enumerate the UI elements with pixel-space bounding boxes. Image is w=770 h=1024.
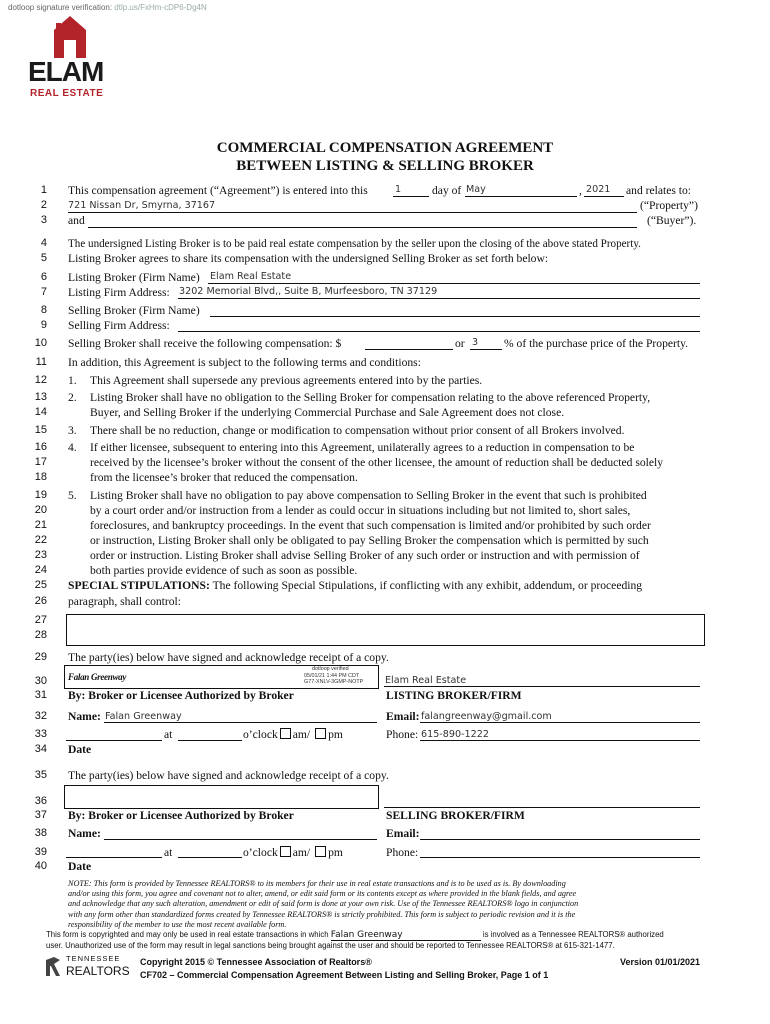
day-value[interactable]: 1: [395, 184, 402, 195]
verification-link[interactable]: dtlp.us/FxHm-cDP6-Dg4N: [114, 3, 207, 12]
selling-firm-label: Selling Broker (Firm Name): [68, 304, 200, 317]
sig1-am: am/: [292, 728, 311, 741]
sig2-by: By: Broker or Licensee Authorized by Broker: [68, 809, 294, 822]
tn-logo-top: TENNESSEE: [66, 954, 121, 963]
buyer-label: (“Buyer”).: [647, 214, 697, 227]
line-number: 1: [40, 184, 47, 196]
line-number: 39: [34, 846, 47, 858]
footer-form: CF702 – Commercial Compensation Agreement Between Listing and Selling Broker, Page 1 of 1: [140, 970, 549, 980]
realtors-r-icon: [44, 956, 62, 978]
sig2-am-checkbox[interactable]: [280, 846, 291, 857]
line-number: 30: [34, 675, 47, 687]
line-number: 35: [34, 769, 47, 781]
sig1-oclock: o’clock: [243, 728, 278, 741]
tn-realtors-logo: [44, 952, 144, 986]
line-number: 12: [34, 374, 47, 386]
note-block: [68, 879, 708, 930]
line-number: 3: [40, 214, 47, 226]
line-number: 38: [34, 827, 47, 839]
sig1-signature: Falan Greenway: [68, 672, 127, 682]
stamp-line: 05/01/21 1:44 PM CDT: [304, 672, 360, 679]
year-prefix: ,: [579, 184, 582, 197]
sig2-phone-label: Phone:: [386, 846, 419, 859]
term-text: This Agreement shall supersede any previous agreements entered into by the parties.: [90, 374, 483, 387]
term-text: Listing Broker shall have no obligation to pay above compensation to Selling Broker in the event that such is prohibited: [90, 489, 647, 502]
and-label: and: [68, 214, 85, 227]
sig1-am-checkbox[interactable]: [280, 728, 291, 739]
line-number: 20: [34, 504, 47, 516]
para-5: Listing Broker agrees to share its compensation with the undersigned Selling Broker as set forth below:: [68, 252, 549, 265]
line-number: 15: [34, 424, 47, 436]
term-text: foreclosures, and bankruptcy proceedings. In the event that such compensation is limited and/or prohibited by such order: [90, 519, 651, 532]
sig1-email-label: Email:: [386, 710, 420, 723]
term-text: by a court order and/or instruction from a lender as could occur in situations including but not limited to, short sales,: [90, 504, 631, 517]
line-number: 13: [34, 391, 47, 403]
sig2-name-label: Name:: [68, 827, 101, 840]
term-text: or instruction, Listing Broker shall only be obligated to pay Selling Broker the compensation which is permitted by such: [90, 534, 649, 547]
term-text: order or instruction. Listing Broker shall advise Selling Broker of any such order or instruction and with permission of: [90, 549, 640, 562]
sig1-time: [243, 728, 343, 742]
special-stipulations-box[interactable]: [66, 614, 705, 646]
sig1-firm-value[interactable]: Elam Real Estate: [385, 675, 467, 686]
line-number: 23: [34, 549, 47, 561]
sig1-name-value[interactable]: Falan Greenway: [105, 711, 182, 722]
sig2-oclock: o’clock: [243, 846, 278, 859]
line-number: 31: [34, 689, 47, 701]
notice-b: is involved as a Tennessee REALTORS® authorized: [482, 930, 664, 939]
relates-to-label: and relates to:: [626, 184, 692, 197]
logo-sub: REAL ESTATE: [30, 88, 104, 99]
line-number: 19: [34, 489, 47, 501]
line-number: 26: [34, 595, 47, 607]
special-text: The following Special Stipulations, if conflicting with any exhibit, addendum, or proceeding: [212, 579, 643, 592]
title-line2: BETWEEN LISTING & SELLING BROKER: [236, 158, 534, 174]
line-number: 25: [34, 579, 47, 591]
line-number: 24: [34, 564, 47, 576]
term-number: 2.: [68, 391, 77, 404]
sig2-firm-label: SELLING BROKER/FIRM: [386, 809, 525, 822]
sig1-pm: pm: [328, 728, 343, 741]
footer-copyright: Copyright 2015 © Tennessee Association of Realtors®: [140, 957, 372, 967]
line-number: 40: [34, 860, 47, 872]
term-text: Buyer, and Selling Broker if the underlying Commercial Purchase and Sale Agreement does not close.: [90, 406, 565, 419]
sig1-name-label: Name:: [68, 710, 101, 723]
listing-firm-value[interactable]: Elam Real Estate: [210, 271, 292, 282]
sig1-date: Date: [68, 743, 92, 756]
special-stipulations: [68, 579, 642, 593]
sig2-am: am/: [292, 846, 311, 859]
term-number: 3.: [68, 424, 77, 437]
agreement-intro: This compensation agreement (“Agreement”) is entered into this: [68, 184, 368, 197]
dotloop-stamp: [304, 666, 363, 686]
footer-version: Version 01/01/2021: [620, 957, 701, 967]
term-text: both parties provide evidence of such as soon as possible.: [90, 564, 358, 577]
sig1-phone-label: Phone:: [386, 728, 419, 741]
line-number: 22: [34, 534, 47, 546]
note-line: with any form other than standardized forms created by Tennessee REALTORS® is strictly prohibited. This form is subject to periodic revision and it is the: [68, 909, 576, 919]
line-number: 36: [34, 795, 47, 807]
term-text: from the licensee’s broker that reduced the compensation.: [90, 471, 358, 484]
sig2-pm: pm: [328, 846, 343, 859]
line-number: 5: [40, 252, 47, 264]
stamp-line: G77-XNLV-3GMP-NOTP: [304, 679, 364, 686]
line-number: 18: [34, 471, 47, 483]
notice-a: This form is copyrighted and may only be used in real estate transactions in which: [46, 930, 329, 939]
sig1-pm-checkbox[interactable]: [315, 728, 326, 739]
stamp-line: dotloop verified: [312, 666, 349, 672]
term-text: Listing Broker shall have no obligation to the Selling Broker for compensation relating to the above referenced Property,: [90, 391, 651, 404]
line-number: 21: [34, 519, 47, 531]
compensation-suffix: % of the purchase price of the Property.: [504, 337, 689, 350]
sig2-pm-checkbox[interactable]: [315, 846, 326, 857]
compensation-or: or: [455, 337, 465, 350]
line-number: 16: [34, 441, 47, 453]
term-number: 4.: [68, 441, 77, 454]
sig2-date: Date: [68, 860, 92, 873]
listing-address-label: Listing Firm Address:: [68, 286, 170, 299]
dotloop-verification: [8, 3, 207, 12]
line-number: 17: [34, 456, 47, 468]
note-line: responsibility of the member to use the most recent available form.: [68, 919, 287, 929]
line-number: 8: [40, 304, 47, 316]
special-text-2: paragraph, shall control:: [68, 595, 181, 608]
line-number: 32: [34, 710, 47, 722]
line-number: 29: [34, 651, 47, 663]
term-text: There shall be no reduction, change or modification to compensation without prior consent of all Brokers involved.: [90, 424, 625, 437]
term-number: 5.: [68, 489, 77, 502]
verification-label: dotloop signature verification:: [8, 3, 113, 12]
sig1-by: By: Broker or Licensee Authorized by Broker: [68, 689, 294, 702]
sig1-email-value[interactable]: falangreenway@gmail.com: [421, 711, 552, 722]
elam-logo: [28, 14, 118, 100]
day-of-label: day of: [432, 184, 462, 197]
notice-c: user. Unauthorized use of the form may result in legal sanctions being brought against the user and should be reported to Tennessee REALTORS® at 615-321-1477.: [46, 941, 615, 950]
copyright-notice: [46, 930, 746, 951]
title-line1: COMMERCIAL COMPENSATION AGREEMENT: [216, 140, 554, 156]
property-value[interactable]: 721 Nissan Dr, Smyrna, 37167: [68, 200, 216, 211]
terms-intro: In addition, this Agreement is subject to the following terms and conditions:: [68, 356, 421, 369]
sig1-firm-label: LISTING BROKER/FIRM: [386, 689, 522, 702]
line-number: 14: [34, 406, 47, 418]
sig2-time: [243, 846, 343, 860]
line-number: 11: [35, 356, 47, 368]
line-number: 2: [40, 199, 47, 211]
sig2-signature-box[interactable]: [64, 785, 379, 809]
special-heading: SPECIAL STIPULATIONS:: [68, 579, 210, 592]
note-line: and acknowledge that any such alteration, amendment or edit of said form is done at your own risk. Use of the Tennessee REALTORS® logo in conjunction: [68, 899, 579, 909]
line-number: 34: [34, 743, 47, 755]
note-line: and/or using this form, you agree and covenant not to alter, amend, or edit said form or its contents except as where provided in the blank fields, and agree: [68, 889, 577, 899]
percent-value[interactable]: 3: [472, 337, 479, 348]
tn-logo-bottom: REALTORS: [66, 964, 130, 978]
listing-firm-label: Listing Broker (Firm Name): [68, 271, 200, 284]
sig1-ack: The party(ies) below have signed and acknowledge receipt of a copy.: [68, 651, 389, 664]
notice-name[interactable]: Falan Greenway: [331, 930, 481, 941]
month-value[interactable]: May: [466, 184, 486, 195]
line-number: 10: [34, 337, 47, 349]
compensation-text: Selling Broker shall receive the following compensation: $: [68, 337, 342, 350]
para-4: The undersigned Listing Broker is to be paid real estate compensation by the seller upon the closing of the above stated Property.: [68, 238, 641, 250]
property-label: (“Property”): [640, 199, 698, 212]
line-number: 9: [40, 319, 47, 331]
sig2-email-label: Email:: [386, 827, 420, 840]
line-number: 7: [40, 286, 47, 298]
note-line: NOTE: This form is provided by Tennessee REALTORS® to its members for their use in real estate transactions and is to be used as is. By downloading: [68, 879, 566, 888]
line-number: 4: [40, 237, 47, 249]
sig2-at: at: [164, 846, 173, 859]
line-number: 28: [34, 629, 47, 641]
sig1-phone-value[interactable]: 615-890-1222: [421, 729, 489, 740]
term-text: If either licensee, subsequent to entering into this Agreement, unilaterally agrees to a reduction in compensation to be: [90, 441, 635, 454]
sig1-at: at: [164, 728, 173, 741]
logo-name: ELAM: [28, 56, 104, 87]
line-number: 37: [34, 809, 47, 821]
listing-address-value[interactable]: 3202 Memorial Blvd,, Suite B, Murfeesboro, TN 37129: [179, 286, 438, 297]
line-number: 6: [40, 271, 47, 283]
selling-address-label: Selling Firm Address:: [68, 319, 170, 332]
year-value[interactable]: 2021: [586, 184, 611, 195]
line-number: 33: [34, 728, 47, 740]
line-number: 27: [34, 614, 47, 626]
sig2-ack: The party(ies) below have signed and acknowledge receipt of a copy.: [68, 769, 389, 782]
term-text: received by the licensee’s broker without the consent of the other licensee, the amount of reduction shall be deducted solely: [90, 456, 664, 469]
term-number: 1.: [68, 374, 77, 387]
